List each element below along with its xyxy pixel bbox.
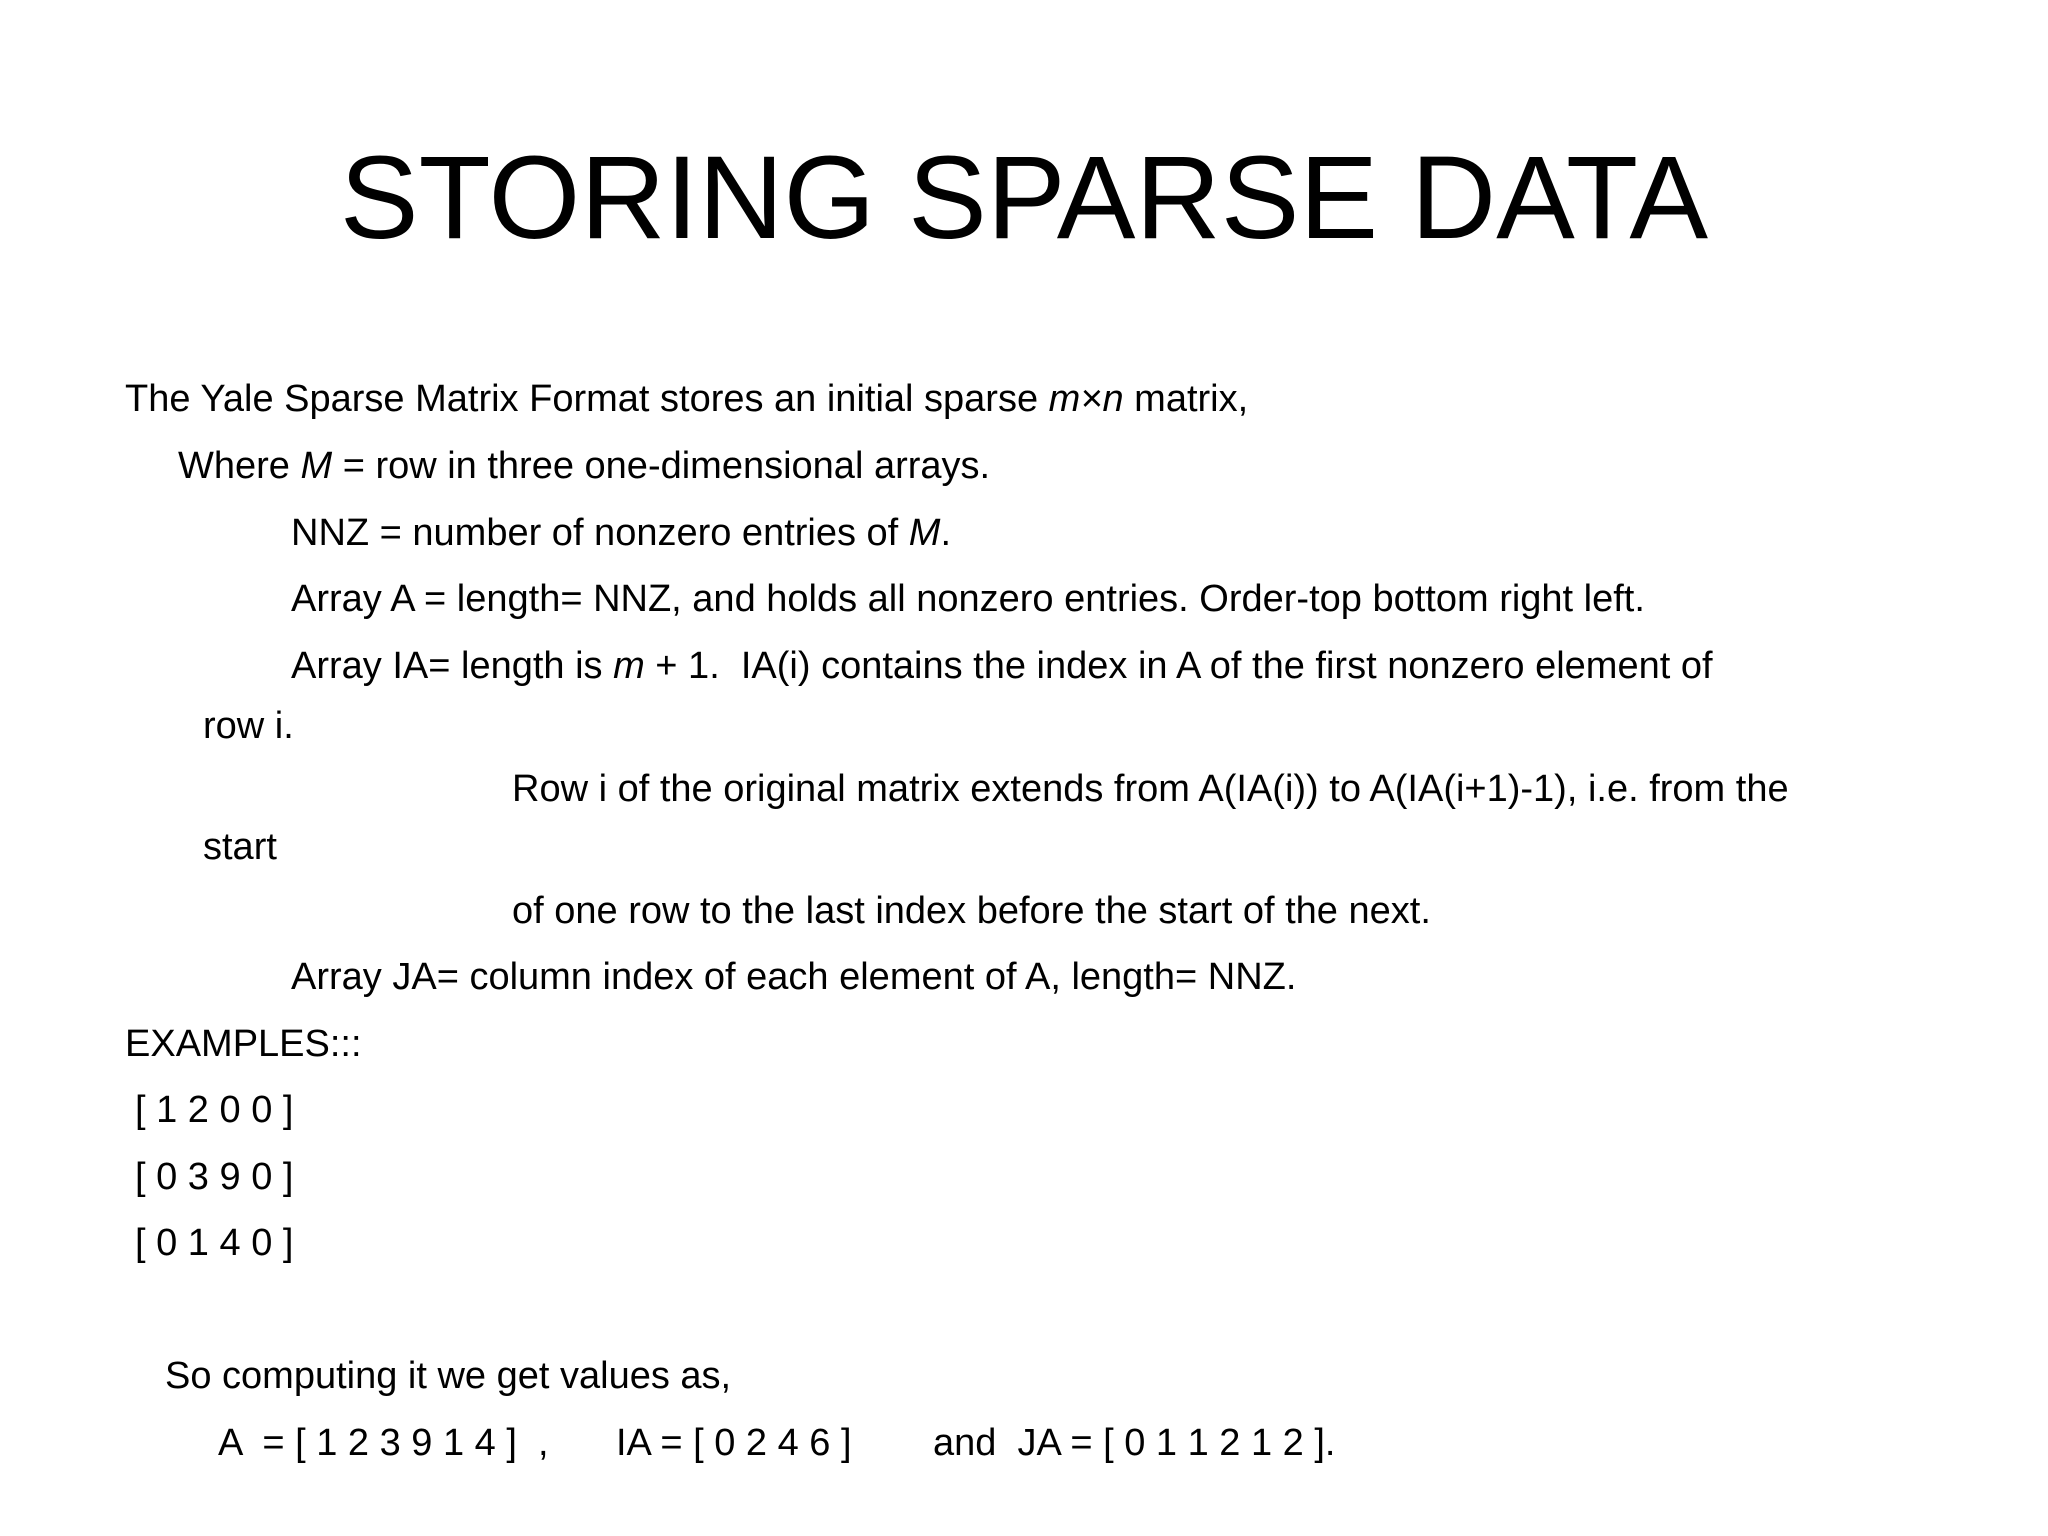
nnz-line [291,510,951,556]
array-ia-var: m [613,645,645,687]
matrix-row: [ 1 2 0 0 ] [135,1089,294,1131]
nnz-text: NNZ = number of nonzero entries of [291,512,909,554]
row-extent-wrap: start [203,826,277,868]
array-ia-wrap: row i. [203,705,294,747]
intro-suffix: matrix, [1123,378,1249,420]
intro-line [125,376,1248,422]
array-ia-line [291,643,1713,689]
where-text: Where [178,445,301,487]
matrix-dims: m×n [1048,378,1124,420]
examples-label: EXAMPLES::: [125,1023,362,1065]
where-suffix: = row in three one-dimensional arrays. [332,445,991,487]
array-ia-text: Array IA= length is [291,645,614,687]
matrix-row: [ 0 3 9 0 ] [135,1156,294,1198]
array-a-line: Array A = length= NNZ, and holds all nonzero entries. Order-top bottom right left. [291,578,1645,620]
slide-title: STORING SPARSE DATA [339,132,1709,264]
where-var: M [300,445,333,487]
computing-line: So computing it we get values as, [165,1355,732,1397]
row-extent-line-2: of one row to the last index before the start of the next. [512,890,1431,932]
result-a: A = [ 1 2 3 9 1 4 ] , [218,1422,549,1464]
nnz-suffix: . [940,512,952,554]
matrix-row: [ 0 1 4 0 ] [135,1222,294,1264]
row-extent-line: Row i of the original matrix extends from A(IA(i)) to A(IA(i+1)-1), i.e. from the [512,768,1789,810]
array-ia-suffix: + 1. IA(i) contains the index in A of the first nonzero element of [644,645,1713,687]
result-ja: and JA = [ 0 1 1 2 1 2 ]. [933,1422,1336,1464]
intro-text: The Yale Sparse Matrix Format stores an initial sparse [125,378,1049,420]
where-line [178,443,990,489]
nnz-var: M [908,512,941,554]
result-ia: IA = [ 0 2 4 6 ] [616,1422,852,1464]
array-ja-line: Array JA= column index of each element of A, length= NNZ. [291,956,1297,998]
